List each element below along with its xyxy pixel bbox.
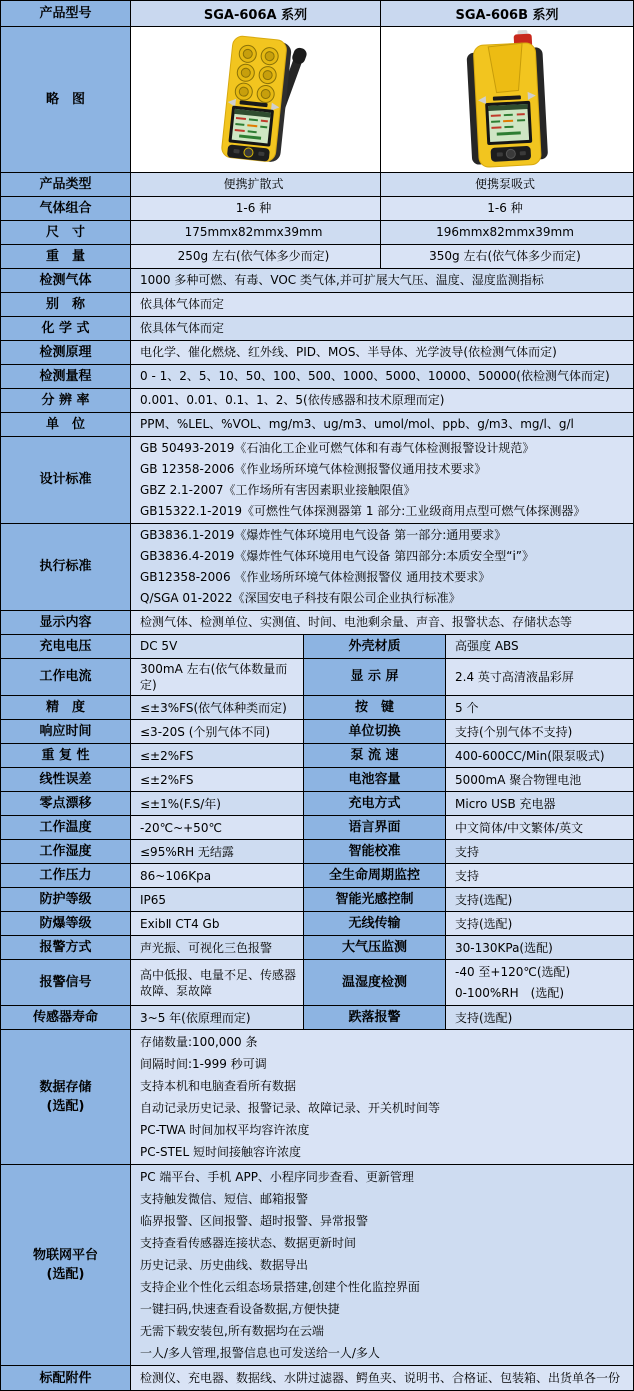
detect-gas-label: 检测气体 — [1, 269, 131, 292]
linearity-label: 线性误差 — [1, 768, 131, 791]
row-weight — [1, 245, 633, 269]
dimensions-b: 196mmx82mmx39mm — [381, 221, 633, 244]
principle-value: 电化学、催化燃烧、红外线、PID、MOS、半导体、光学波导(依检测气体而定) — [131, 341, 633, 364]
device-b-illustration — [432, 29, 582, 171]
sketch-row — [1, 27, 633, 173]
temp-humidity-label: 温湿度检测 — [304, 960, 446, 1005]
data-storage-line: PC-STEL 短时间接触容许浓度 — [140, 1145, 301, 1160]
case-material-value: 高强度 ABS — [446, 635, 633, 658]
row-display-content — [1, 611, 633, 635]
keys-value: 5 个 — [446, 696, 633, 719]
unit-switch-label: 单位切换 — [304, 720, 446, 743]
smart-calibration-label: 智能校准 — [304, 840, 446, 863]
repeatability-label: 重 复 性 — [1, 744, 131, 767]
display-content-label: 显示内容 — [1, 611, 131, 634]
range-value: 0 - 1、2、5、10、50、100、500、1000、5000、10000、50000(依检测气体而定) — [131, 365, 633, 388]
row-zero-drift-charging-method — [1, 792, 633, 816]
row-alarm-signal-temp-humidity — [1, 960, 633, 1006]
lifecycle-monitor-label: 全生命周期监控 — [304, 864, 446, 887]
weight-b: 350g 左右(依气体多少而定) — [381, 245, 633, 268]
alias-label: 别 称 — [1, 293, 131, 316]
display-screen-label: 显 示 屏 — [304, 659, 446, 695]
iot-platform-line: PC 端平台、手机 APP、小程序同步查看、更新管理 — [140, 1170, 414, 1185]
row-charge-voltage-case-material — [1, 635, 633, 659]
row-resolution — [1, 389, 633, 413]
iot-platform-line: 支持企业个性化云组态场景搭建,创建个性化监控界面 — [140, 1280, 420, 1295]
wireless-value: 支持(选配) — [446, 912, 633, 935]
design-standard-line: GB 50493-2019《石油化工企业可燃气体和有毒气体检测报警设计规范》 — [140, 441, 535, 455]
dimensions-label: 尺 寸 — [1, 221, 131, 244]
charging-method-label: 充电方式 — [304, 792, 446, 815]
working-current-value: 300mA 左右(依气体数量而定) — [131, 659, 304, 695]
pump-flow-value: 400-600CC/Min(限泵吸式) — [446, 744, 633, 767]
header-product-model-label: 产品型号 — [1, 1, 131, 26]
iot-platform-label-line2: (选配) — [46, 1267, 85, 1283]
exec-standard-line: Q/SGA 01-2022《深国安电子科技有限公司企业执行标准》 — [140, 591, 461, 605]
working-temp-label: 工作温度 — [1, 816, 131, 839]
drop-alarm-label: 跌落报警 — [304, 1006, 446, 1029]
product-type-a: 便携扩散式 — [131, 173, 381, 196]
gas-combination-b: 1-6 种 — [381, 197, 633, 220]
sensor-life-label: 传感器寿命 — [1, 1006, 131, 1029]
data-storage-line: PC-TWA 时间加权平均容许浓度 — [140, 1123, 310, 1138]
working-humidity-value: ≤95%RH 无结露 — [131, 840, 304, 863]
iot-platform-label-line1: 物联网平台 — [32, 1247, 98, 1263]
row-working-current-display-screen — [1, 659, 633, 696]
alarm-signal-value: 高中低报、电量不足、传感器故障、泵故障 — [131, 960, 304, 1005]
data-storage-label-line1: 数据存储 — [39, 1079, 92, 1095]
display-screen-value: 2.4 英寸高清液晶彩屏 — [446, 659, 633, 695]
exec-standard-line: GB12358-2006 《作业场所环境气体检测报警仪 通用技术要求》 — [140, 570, 491, 584]
accessories-value: 检测仪、充电器、数据线、水阱过滤器、鳄鱼夹、说明书、合格证、包装箱、出货单各一份 — [131, 1366, 633, 1390]
iot-platform-line: 支持触发微信、短信、邮箱报警 — [140, 1192, 309, 1207]
language-label: 语言界面 — [304, 816, 446, 839]
unit-label: 单 位 — [1, 413, 131, 436]
row-design-standard — [1, 437, 633, 524]
row-working-temp-language — [1, 816, 633, 840]
barometric-value: 30-130KPa(选配) — [446, 936, 633, 959]
explosion-proof-label: 防爆等级 — [1, 912, 131, 935]
row-working-pressure-lifecycle — [1, 864, 633, 888]
principle-label: 检测原理 — [1, 341, 131, 364]
data-storage-line: 支持本机和电脑查看所有数据 — [140, 1079, 297, 1094]
sketch-label: 略 图 — [1, 27, 131, 172]
chemical-formula-label: 化 学 式 — [1, 317, 131, 340]
iot-platform-label — [1, 1165, 131, 1365]
row-unit — [1, 413, 633, 437]
row-alias — [1, 293, 633, 317]
unit-value: PPM、%LEL、%VOL、mg/m3、ug/m3、umol/mol、ppb、g/m3、mg/l、g/l — [131, 413, 633, 436]
data-storage-line: 存储数量:100,000 条 — [140, 1035, 258, 1050]
header-row — [1, 1, 633, 27]
display-content-value: 检测气体、检测单位、实测值、时间、电池剩余量、声音、报警状态、存储状态等 — [131, 611, 633, 634]
row-alarm-mode-barometric — [1, 936, 633, 960]
row-dimensions — [1, 221, 633, 245]
drop-alarm-value: 支持(选配) — [446, 1006, 633, 1029]
alarm-signal-label: 报警信号 — [1, 960, 131, 1005]
pump-flow-label: 泵 流 速 — [304, 744, 446, 767]
row-explosion-proof-wireless — [1, 912, 633, 936]
response-time-label: 响应时间 — [1, 720, 131, 743]
device-a-lcd-screen — [228, 105, 274, 146]
protection-rating-label: 防护等级 — [1, 888, 131, 911]
range-label: 检测量程 — [1, 365, 131, 388]
row-principle — [1, 341, 633, 365]
light-sense-value: 支持(选配) — [446, 888, 633, 911]
row-product-type — [1, 173, 633, 197]
device-a-illustration — [181, 30, 331, 170]
language-value: 中文简体/中文繁体/英文 — [446, 816, 633, 839]
row-detect-gas — [1, 269, 633, 293]
accessories-label: 标配附件 — [1, 1366, 131, 1390]
design-standard-value — [131, 437, 633, 523]
row-gas-combination — [1, 197, 633, 221]
header-series-a: SGA-606A 系列 — [131, 1, 381, 26]
row-repeatability-pump-flow — [1, 744, 633, 768]
sensor-life-value: 3~5 年(依原理而定) — [131, 1006, 304, 1029]
lifecycle-monitor-value: 支持 — [446, 864, 633, 887]
charging-method-value: Micro USB 充电器 — [446, 792, 633, 815]
charge-voltage-value: DC 5V — [131, 635, 304, 658]
barometric-label: 大气压监测 — [304, 936, 446, 959]
row-linearity-battery-capacity — [1, 768, 633, 792]
design-standard-line: GB 12358-2006《作业场所环境气体检测报警仪通用技术要求》 — [140, 462, 487, 476]
exec-standard-value — [131, 524, 633, 610]
case-material-label: 外壳材质 — [304, 635, 446, 658]
alarm-mode-label: 报警方式 — [1, 936, 131, 959]
keys-label: 按 键 — [304, 696, 446, 719]
row-sensor-life-drop-alarm — [1, 1006, 633, 1030]
iot-platform-line: 一人/多人管理,报警信息也可发送给一人/多人 — [140, 1346, 380, 1361]
explosion-proof-value: ExibⅡ CT4 Gb — [131, 912, 304, 935]
iot-platform-line: 支持查看传感器连接状态、数据更新时间 — [140, 1236, 357, 1251]
iot-platform-value — [131, 1165, 633, 1365]
header-series-b: SGA-606B 系列 — [381, 1, 633, 26]
data-storage-line: 自动记录历史记录、报警记录、故障记录、开关机时间等 — [140, 1101, 441, 1116]
unit-switch-value: 支持(个别气体不支持) — [446, 720, 633, 743]
chemical-formula-value: 依具体气体而定 — [131, 317, 633, 340]
protection-rating-value: IP65 — [131, 888, 304, 911]
battery-capacity-value: 5000mA 聚合物锂电池 — [446, 768, 633, 791]
row-range — [1, 365, 633, 389]
working-current-label: 工作电流 — [1, 659, 131, 695]
device-b-lcd-screen — [485, 100, 532, 144]
wireless-label: 无线传输 — [304, 912, 446, 935]
working-pressure-value: 86~106Kpa — [131, 864, 304, 887]
resolution-label: 分 辨 率 — [1, 389, 131, 412]
gas-combination-label: 气体组合 — [1, 197, 131, 220]
zero-drift-value: ≤±1%(F.S/年) — [131, 792, 304, 815]
working-pressure-label: 工作压力 — [1, 864, 131, 887]
accuracy-value: ≤±3%FS(依气体种类而定) — [131, 696, 304, 719]
resolution-value: 0.001、0.01、0.1、1、2、5(依传感器和技术原理而定) — [131, 389, 633, 412]
product-type-b: 便携泵吸式 — [381, 173, 633, 196]
working-temp-value: -20℃~+50℃ — [131, 816, 304, 839]
exec-standard-line: GB3836.1-2019《爆炸性气体环境用电气设备 第一部分:通用要求》 — [140, 528, 507, 542]
row-data-storage — [1, 1030, 633, 1165]
row-exec-standard — [1, 524, 633, 611]
row-chemical-formula — [1, 317, 633, 341]
accuracy-label: 精 度 — [1, 696, 131, 719]
exec-standard-line: GB3836.4-2019《爆炸性气体环境用电气设备 第四部分:本质安全型“i”》 — [140, 549, 535, 563]
temp-humidity-line: -40 至+120℃(选配) — [455, 964, 571, 979]
iot-platform-line: 历史记录、历史曲线、数据导出 — [140, 1258, 309, 1273]
row-protection-light-sense — [1, 888, 633, 912]
detect-gas-value: 1000 多种可燃、有毒、VOC 类气体,并可扩展大气压、温度、湿度监测指标 — [131, 269, 633, 292]
weight-label: 重 量 — [1, 245, 131, 268]
iot-platform-line: 临界报警、区间报警、超时报警、异常报警 — [140, 1214, 369, 1229]
linearity-value: ≤±2%FS — [131, 768, 304, 791]
design-standard-line: GBZ 2.1-2007《工作场所有害因素职业接触限值》 — [140, 483, 416, 497]
product-image-sga-606a — [131, 27, 381, 172]
exec-standard-label: 执行标准 — [1, 524, 131, 610]
repeatability-value: ≤±2%FS — [131, 744, 304, 767]
data-storage-label — [1, 1030, 131, 1164]
zero-drift-label: 零点漂移 — [1, 792, 131, 815]
smart-calibration-value: 支持 — [446, 840, 633, 863]
battery-capacity-label: 电池容量 — [304, 768, 446, 791]
device-b-keypad — [490, 145, 531, 161]
row-accessories — [1, 1366, 633, 1390]
temp-humidity-line: 0-100%RH (选配) — [455, 985, 564, 1000]
response-time-value: ≤3-20S (个别气体不同) — [131, 720, 304, 743]
iot-platform-line: 一键扫码,快速查看设备数据,方便快捷 — [140, 1302, 340, 1317]
alarm-mode-value: 声光振、可视化三色报警 — [131, 936, 304, 959]
alias-value: 依具体气体而定 — [131, 293, 633, 316]
charge-voltage-label: 充电电压 — [1, 635, 131, 658]
light-sense-label: 智能光感控制 — [304, 888, 446, 911]
working-humidity-label: 工作湿度 — [1, 840, 131, 863]
gas-combination-a: 1-6 种 — [131, 197, 381, 220]
row-iot-platform — [1, 1165, 633, 1366]
product-image-sga-606b — [381, 27, 633, 172]
design-standard-label: 设计标准 — [1, 437, 131, 523]
row-accuracy-keys — [1, 696, 633, 720]
temp-humidity-value — [446, 960, 633, 1005]
weight-a: 250g 左右(依气体多少而定) — [131, 245, 381, 268]
product-type-label: 产品类型 — [1, 173, 131, 196]
data-storage-line: 间隔时间:1-999 秒可调 — [140, 1057, 267, 1072]
row-working-humidity-smart-calibration — [1, 840, 633, 864]
data-storage-label-line2: (选配) — [46, 1099, 85, 1115]
design-standard-line: GB15322.1-2019《可燃性气体探测器第 1 部分:工业级商用点型可燃气体探测器》 — [140, 504, 586, 518]
dimensions-a: 175mmx82mmx39mm — [131, 221, 381, 244]
data-storage-value — [131, 1030, 633, 1164]
row-response-time-unit-switch — [1, 720, 633, 744]
iot-platform-line: 无需下载安装包,所有数据均在云端 — [140, 1324, 324, 1339]
